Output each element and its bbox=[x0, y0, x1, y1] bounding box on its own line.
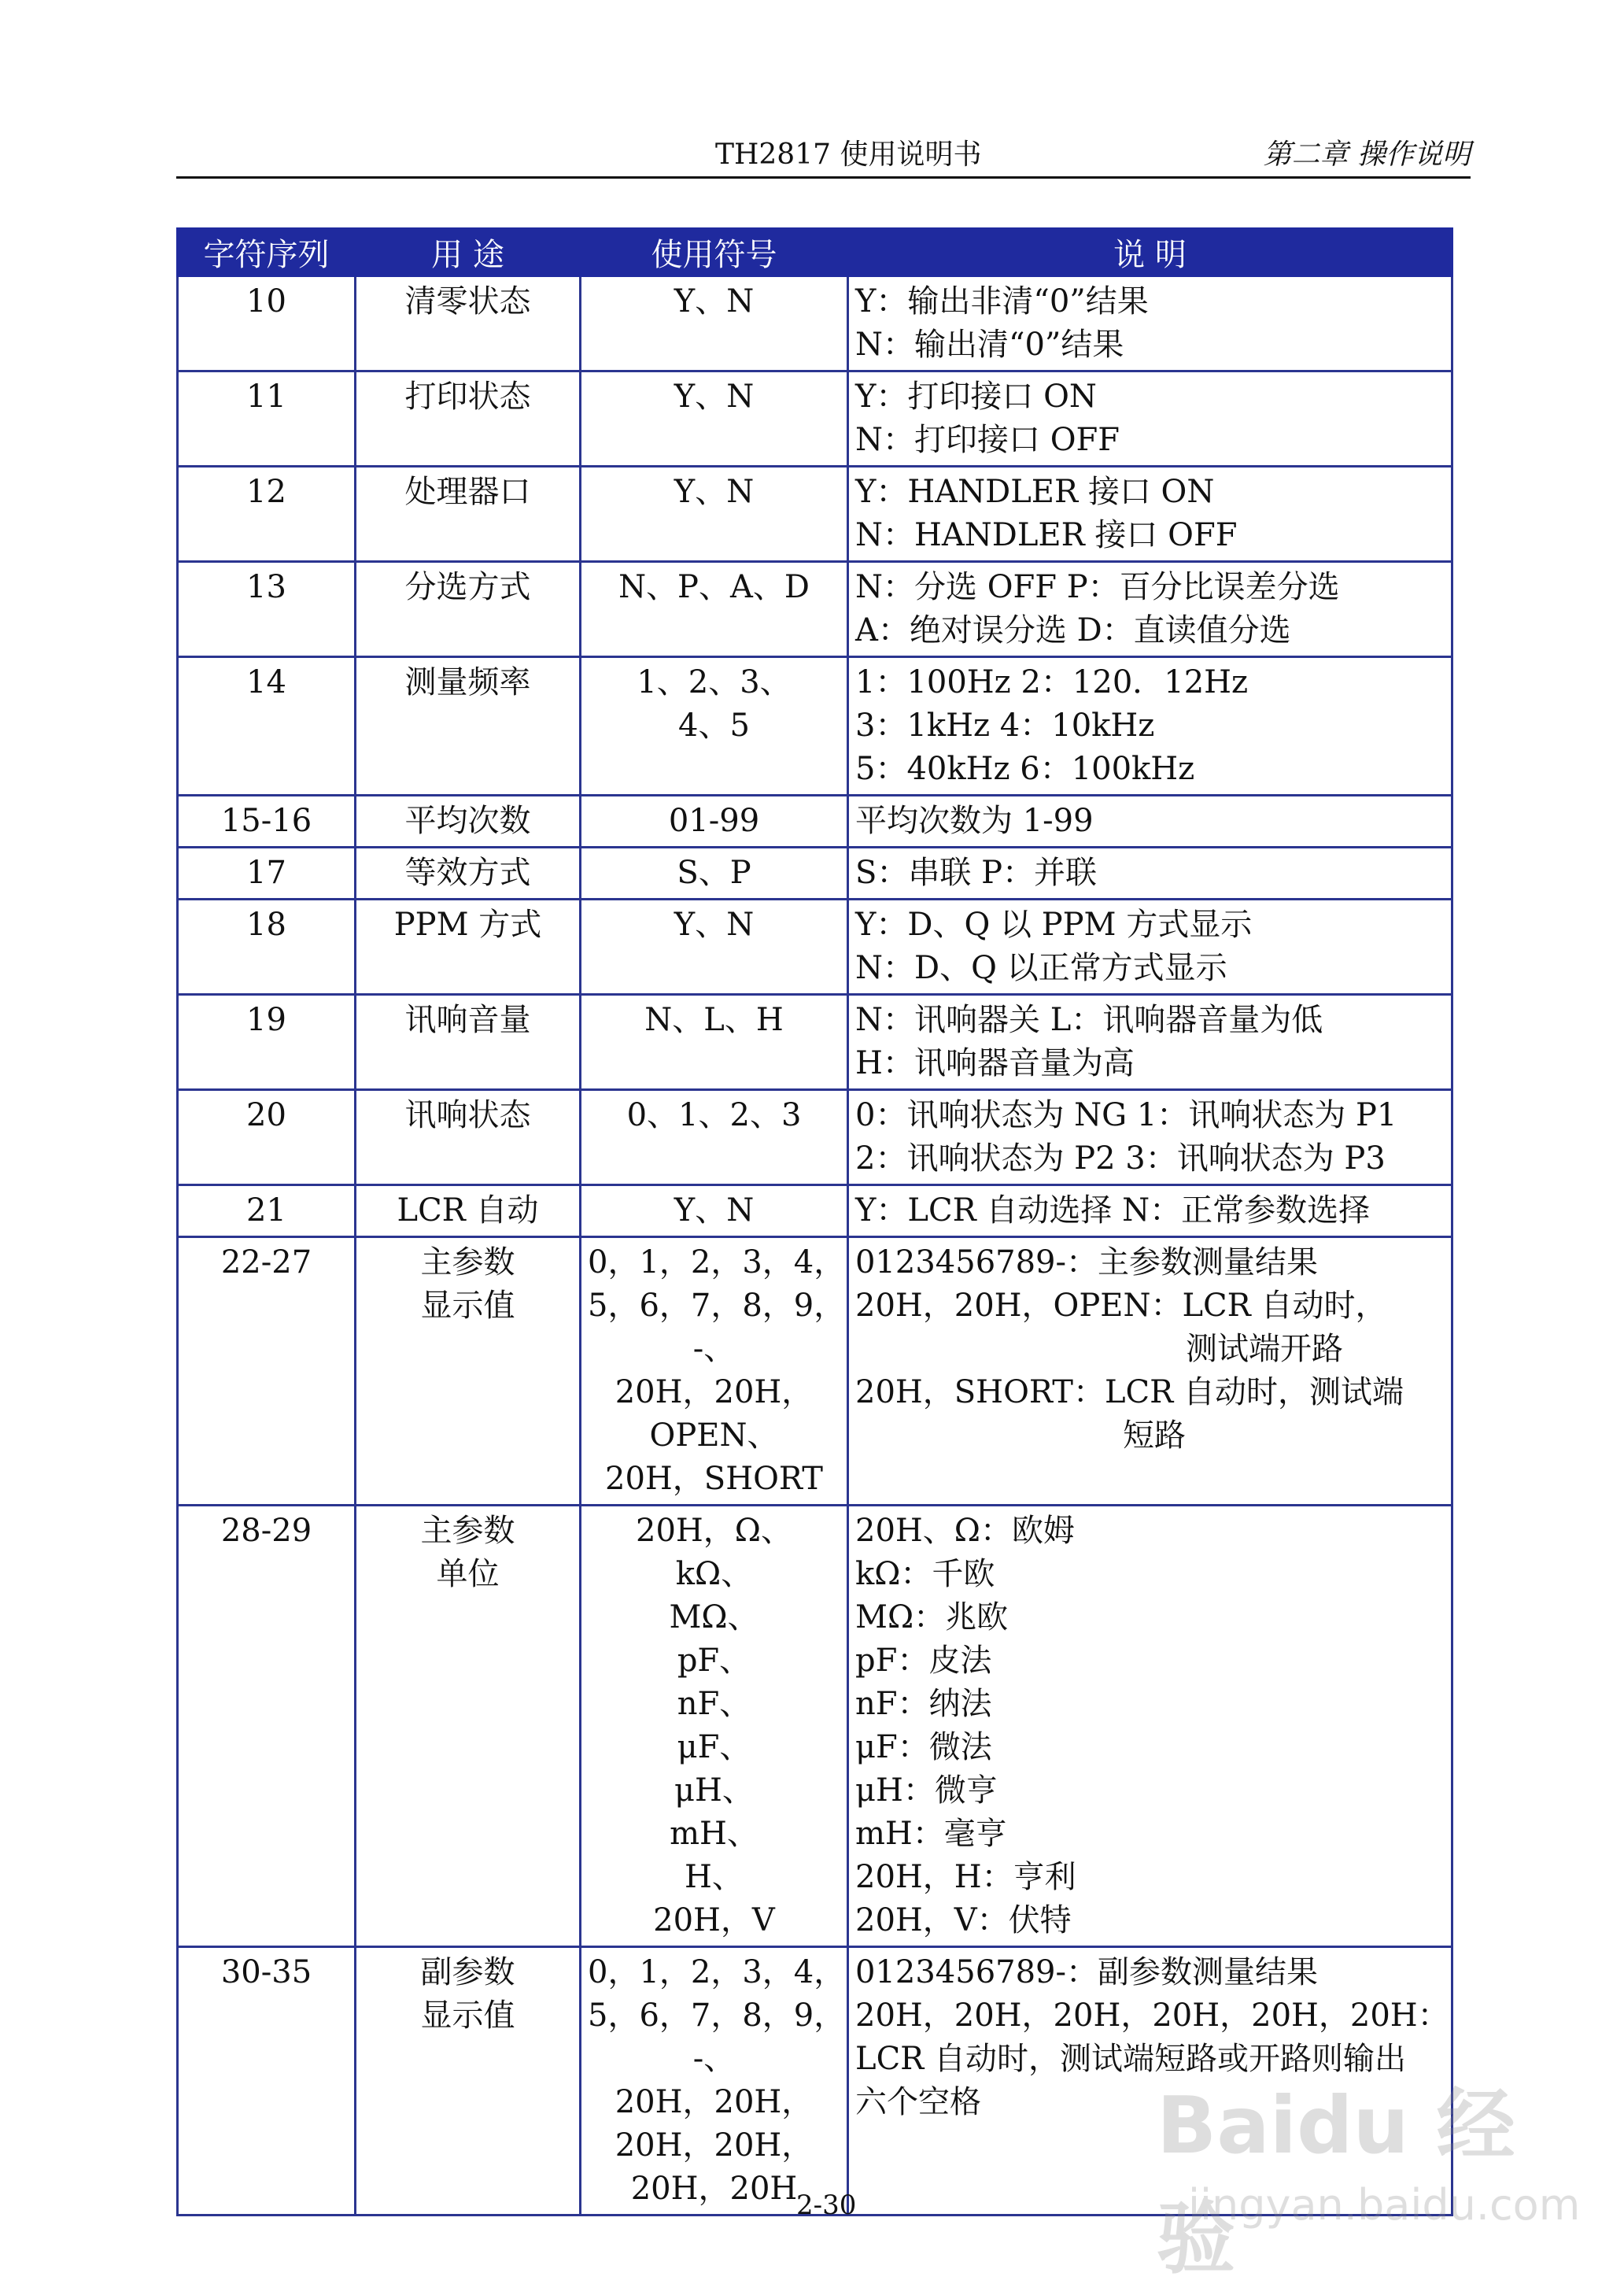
cell-desc-line: N：输出清“0”结果 bbox=[855, 327, 1124, 363]
cell-desc-line: Y：HANDLER 接口 ON bbox=[855, 474, 1215, 510]
cell-symbols bbox=[581, 1506, 848, 1947]
cell-desc-line: 0：讯响状态为 NG 1：讯响状态为 P1 bbox=[855, 1097, 1397, 1133]
cell-symbols-line: N、P、A、D bbox=[618, 569, 810, 605]
cell-use-line: 副参数 bbox=[420, 1954, 515, 1990]
cell-symbols-line: 20H，SHORT bbox=[605, 1461, 823, 1497]
cell-symbols-line: 01-99 bbox=[668, 803, 760, 839]
table-row bbox=[178, 1506, 1452, 1947]
cell-symbols-line: H、 bbox=[685, 1859, 744, 1895]
cell-symbols-line: kΩ、 bbox=[675, 1556, 753, 1592]
header-use: 用 途 bbox=[356, 229, 581, 276]
cell-desc bbox=[848, 276, 1452, 371]
cell-desc-line: 平均次数为 1-99 bbox=[855, 803, 1094, 839]
spec-table bbox=[176, 227, 1453, 2216]
cell-use-line: PPM 方式 bbox=[393, 907, 542, 943]
cell-use-line: 讯响音量 bbox=[404, 1002, 531, 1038]
cell-desc-line: Y：LCR 自动选择 N：正常参数选择 bbox=[855, 1192, 1371, 1229]
cell-desc-line: 3：1kHz 4：10kHz bbox=[855, 708, 1155, 744]
cell-use-line: 处理器口 bbox=[404, 474, 531, 510]
cell-seq: 28-29 bbox=[178, 1506, 356, 1947]
cell-desc-line: N：D、Q 以正常方式显示 bbox=[855, 950, 1227, 986]
cell-symbols bbox=[581, 900, 848, 995]
cell-symbols bbox=[581, 848, 848, 900]
cell-use-line: 测量频率 bbox=[404, 664, 531, 700]
cell-desc bbox=[848, 1237, 1452, 1506]
cell-symbols-line: 20H，V bbox=[653, 1902, 775, 1938]
cell-use-line: 显示值 bbox=[420, 1288, 515, 1324]
cell-desc bbox=[848, 562, 1452, 657]
cell-desc-line: 20H、Ω：欧姆 bbox=[855, 1513, 1075, 1549]
cell-seq: 21 bbox=[178, 1185, 356, 1237]
cell-desc bbox=[848, 900, 1452, 995]
cell-symbols-line: μH、 bbox=[674, 1772, 754, 1809]
cell-desc-line: 0123456789-：副参数测量结果 bbox=[855, 1954, 1319, 1990]
cell-use bbox=[356, 1185, 581, 1237]
table-body bbox=[178, 276, 1452, 2216]
table-row bbox=[178, 796, 1452, 848]
table-row bbox=[178, 562, 1452, 657]
cell-desc bbox=[848, 657, 1452, 796]
cell-symbols-line: 20H，Ω、 bbox=[636, 1513, 792, 1549]
cell-desc-line: Y：D、Q 以 PPM 方式显示 bbox=[855, 907, 1253, 943]
cell-use bbox=[356, 562, 581, 657]
cell-desc-line: Y：输出非清“0”结果 bbox=[855, 283, 1149, 320]
cell-use-line: 等效方式 bbox=[404, 855, 531, 891]
cell-desc-line: N：讯响器关 L：讯响器音量为低 bbox=[855, 1002, 1323, 1038]
cell-use-line: 讯响状态 bbox=[404, 1097, 531, 1133]
cell-symbols-line: -、 bbox=[692, 1331, 736, 1367]
cell-symbols bbox=[581, 1090, 848, 1185]
cell-desc-line: 0123456789-：主参数测量结果 bbox=[855, 1244, 1319, 1281]
cell-symbols-line: 0，1，2，3，4， bbox=[588, 1954, 846, 1990]
cell-symbols-line: -、 bbox=[692, 2041, 736, 2077]
cell-symbols bbox=[581, 796, 848, 848]
cell-use bbox=[356, 1090, 581, 1185]
cell-seq: 10 bbox=[178, 276, 356, 371]
cell-desc-line: μH：微亨 bbox=[855, 1772, 998, 1809]
cell-symbols-line: 1、2、3、 bbox=[637, 664, 792, 700]
cell-symbols-line: 20H，20H， bbox=[615, 1374, 814, 1410]
cell-desc-line: MΩ：兆欧 bbox=[855, 1599, 1009, 1635]
cell-seq: 14 bbox=[178, 657, 356, 796]
cell-use bbox=[356, 371, 581, 467]
chapter-title: 第二章 操作说明 bbox=[1263, 139, 1471, 171]
watermark bbox=[1157, 2062, 1581, 2285]
cell-use-line: 分选方式 bbox=[404, 569, 531, 605]
cell-use-line: 显示值 bbox=[420, 1998, 515, 2034]
cell-symbols bbox=[581, 995, 848, 1090]
cell-desc bbox=[848, 796, 1452, 848]
cell-seq: 12 bbox=[178, 467, 356, 562]
cell-desc-line: N：HANDLER 接口 OFF bbox=[855, 517, 1238, 553]
cell-symbols-line: 20H，20H bbox=[630, 2171, 798, 2207]
cell-use bbox=[356, 1237, 581, 1506]
cell-symbols-line: Y、N bbox=[674, 907, 755, 943]
cell-desc-line: kΩ：千欧 bbox=[855, 1556, 995, 1592]
table-row bbox=[178, 995, 1452, 1090]
cell-symbols-line: 0，1，2，3，4， bbox=[588, 1244, 846, 1281]
cell-desc bbox=[848, 1506, 1452, 1947]
cell-desc-line: 短路 bbox=[1123, 1417, 1186, 1454]
cell-desc-line: 2：讯响状态为 P2 3：讯响状态为 P3 bbox=[855, 1140, 1386, 1177]
table-row bbox=[178, 900, 1452, 995]
cell-seq: 22-27 bbox=[178, 1237, 356, 1506]
cell-seq: 13 bbox=[178, 562, 356, 657]
cell-desc-line: nF：纳法 bbox=[855, 1686, 992, 1722]
cell-symbols-line: 5，6，7，8，9， bbox=[588, 1998, 846, 2034]
cell-use-line: 单位 bbox=[436, 1556, 500, 1592]
cell-seq: 18 bbox=[178, 900, 356, 995]
cell-symbols bbox=[581, 1185, 848, 1237]
table-header-row bbox=[178, 229, 1452, 276]
cell-desc-line: A：绝对误分选 D：直读值分选 bbox=[855, 612, 1291, 649]
cell-seq: 17 bbox=[178, 848, 356, 900]
cell-desc-line: 20H，SHORT：LCR 自动时，测试端 bbox=[855, 1374, 1404, 1410]
cell-use bbox=[356, 1947, 581, 2216]
cell-symbols-line: 4、5 bbox=[678, 708, 750, 744]
cell-desc bbox=[848, 1185, 1452, 1237]
cell-seq: 11 bbox=[178, 371, 356, 467]
page-number: 2-30 bbox=[796, 2190, 857, 2221]
cell-desc-line: 20H，H：亨利 bbox=[855, 1859, 1076, 1895]
cell-symbols-line: nF、 bbox=[677, 1686, 751, 1722]
cell-desc-line: pF：皮法 bbox=[855, 1643, 992, 1679]
header-symbols: 使用符号 bbox=[581, 229, 848, 276]
cell-symbols-line: S、P bbox=[677, 855, 751, 891]
cell-desc-line: 六个空格 bbox=[855, 2084, 981, 2120]
cell-seq: 20 bbox=[178, 1090, 356, 1185]
cell-desc bbox=[848, 1090, 1452, 1185]
cell-desc bbox=[848, 848, 1452, 900]
table-row bbox=[178, 1237, 1452, 1506]
cell-use bbox=[356, 796, 581, 848]
cell-use bbox=[356, 995, 581, 1090]
cell-use bbox=[356, 657, 581, 796]
cell-use bbox=[356, 848, 581, 900]
cell-desc bbox=[848, 995, 1452, 1090]
document-title: TH2817 使用说明书 bbox=[715, 139, 982, 171]
cell-seq: 30-35 bbox=[178, 1947, 356, 2216]
cell-use-line: 打印状态 bbox=[404, 379, 531, 415]
cell-desc-line: S：串联 P：并联 bbox=[855, 855, 1098, 891]
table-row bbox=[178, 1090, 1452, 1185]
cell-symbols-line: mH、 bbox=[670, 1816, 758, 1852]
cell-symbols-line: μF、 bbox=[677, 1729, 751, 1765]
cell-desc-line: Y：打印接口 ON bbox=[855, 379, 1097, 415]
table-row bbox=[178, 467, 1452, 562]
cell-desc-line: 测试端开路 bbox=[1186, 1331, 1343, 1367]
cell-use-line: LCR 自动 bbox=[397, 1192, 539, 1229]
cell-use bbox=[356, 276, 581, 371]
cell-use-line: 平均次数 bbox=[404, 803, 531, 839]
cell-use-line: 主参数 bbox=[420, 1513, 515, 1549]
cell-symbols-line: pF、 bbox=[677, 1643, 751, 1679]
cell-symbols-line: MΩ、 bbox=[669, 1599, 759, 1635]
cell-symbols-line: 0、1、2、3 bbox=[626, 1097, 802, 1133]
cell-use bbox=[356, 1506, 581, 1947]
cell-symbols-line: OPEN、 bbox=[649, 1417, 779, 1454]
cell-use-line: 主参数 bbox=[420, 1244, 515, 1281]
cell-desc-line: 1：100Hz 2：120．12Hz bbox=[855, 664, 1249, 700]
cell-symbols bbox=[581, 1947, 848, 2216]
cell-symbols-line: Y、N bbox=[674, 379, 755, 415]
cell-symbols-line: Y、N bbox=[674, 474, 755, 510]
watermark-logo: Baidu 经验 bbox=[1157, 2079, 1515, 2285]
cell-symbols-line: N、L、H bbox=[644, 1002, 784, 1038]
cell-seq: 15-16 bbox=[178, 796, 356, 848]
cell-symbols bbox=[581, 371, 848, 467]
watermark-url: jingyan.baidu.com bbox=[1188, 2180, 1581, 2230]
cell-seq: 19 bbox=[178, 995, 356, 1090]
cell-symbols-line: 20H，20H， bbox=[615, 2127, 814, 2164]
header-seq: 字符序列 bbox=[178, 229, 356, 276]
cell-desc-line: 20H，20H，20H，20H，20H，20H： bbox=[855, 1998, 1449, 2034]
cell-use bbox=[356, 467, 581, 562]
cell-desc-line: mH：毫亨 bbox=[855, 1816, 1007, 1852]
cell-desc-line: N：分选 OFF P：百分比误差分选 bbox=[855, 569, 1340, 605]
cell-desc bbox=[848, 371, 1452, 467]
cell-symbols-line: 5，6，7，8，9， bbox=[588, 1288, 846, 1324]
cell-desc-line: LCR 自动时，测试端短路或开路则输出 bbox=[855, 2041, 1406, 2077]
header-desc: 说 明 bbox=[848, 229, 1452, 276]
cell-desc-line: μF：微法 bbox=[855, 1729, 992, 1765]
cell-symbols-line: Y、N bbox=[674, 1192, 755, 1229]
page-header bbox=[176, 132, 1471, 176]
cell-desc-line: 5：40kHz 6：100kHz bbox=[855, 751, 1195, 787]
header-rule bbox=[176, 176, 1471, 179]
table-row bbox=[178, 1185, 1452, 1237]
cell-symbols bbox=[581, 1237, 848, 1506]
cell-symbols bbox=[581, 657, 848, 796]
cell-desc-line: 20H，20H，OPEN：LCR 自动时， bbox=[855, 1288, 1387, 1324]
cell-symbols bbox=[581, 276, 848, 371]
cell-desc-line: N：打印接口 OFF bbox=[855, 422, 1120, 458]
cell-desc-line: H：讯响器音量为高 bbox=[855, 1045, 1135, 1081]
cell-symbols bbox=[581, 562, 848, 657]
cell-desc bbox=[848, 467, 1452, 562]
table-row bbox=[178, 276, 1452, 371]
cell-use bbox=[356, 900, 581, 995]
table-row bbox=[178, 848, 1452, 900]
cell-symbols-line: Y、N bbox=[674, 283, 755, 320]
cell-use-line: 清零状态 bbox=[404, 283, 531, 320]
cell-symbols bbox=[581, 467, 848, 562]
cell-symbols-line: 20H，20H， bbox=[615, 2084, 814, 2120]
cell-desc-line: 20H，V：伏特 bbox=[855, 1902, 1072, 1938]
table-row bbox=[178, 657, 1452, 796]
table-row bbox=[178, 371, 1452, 467]
